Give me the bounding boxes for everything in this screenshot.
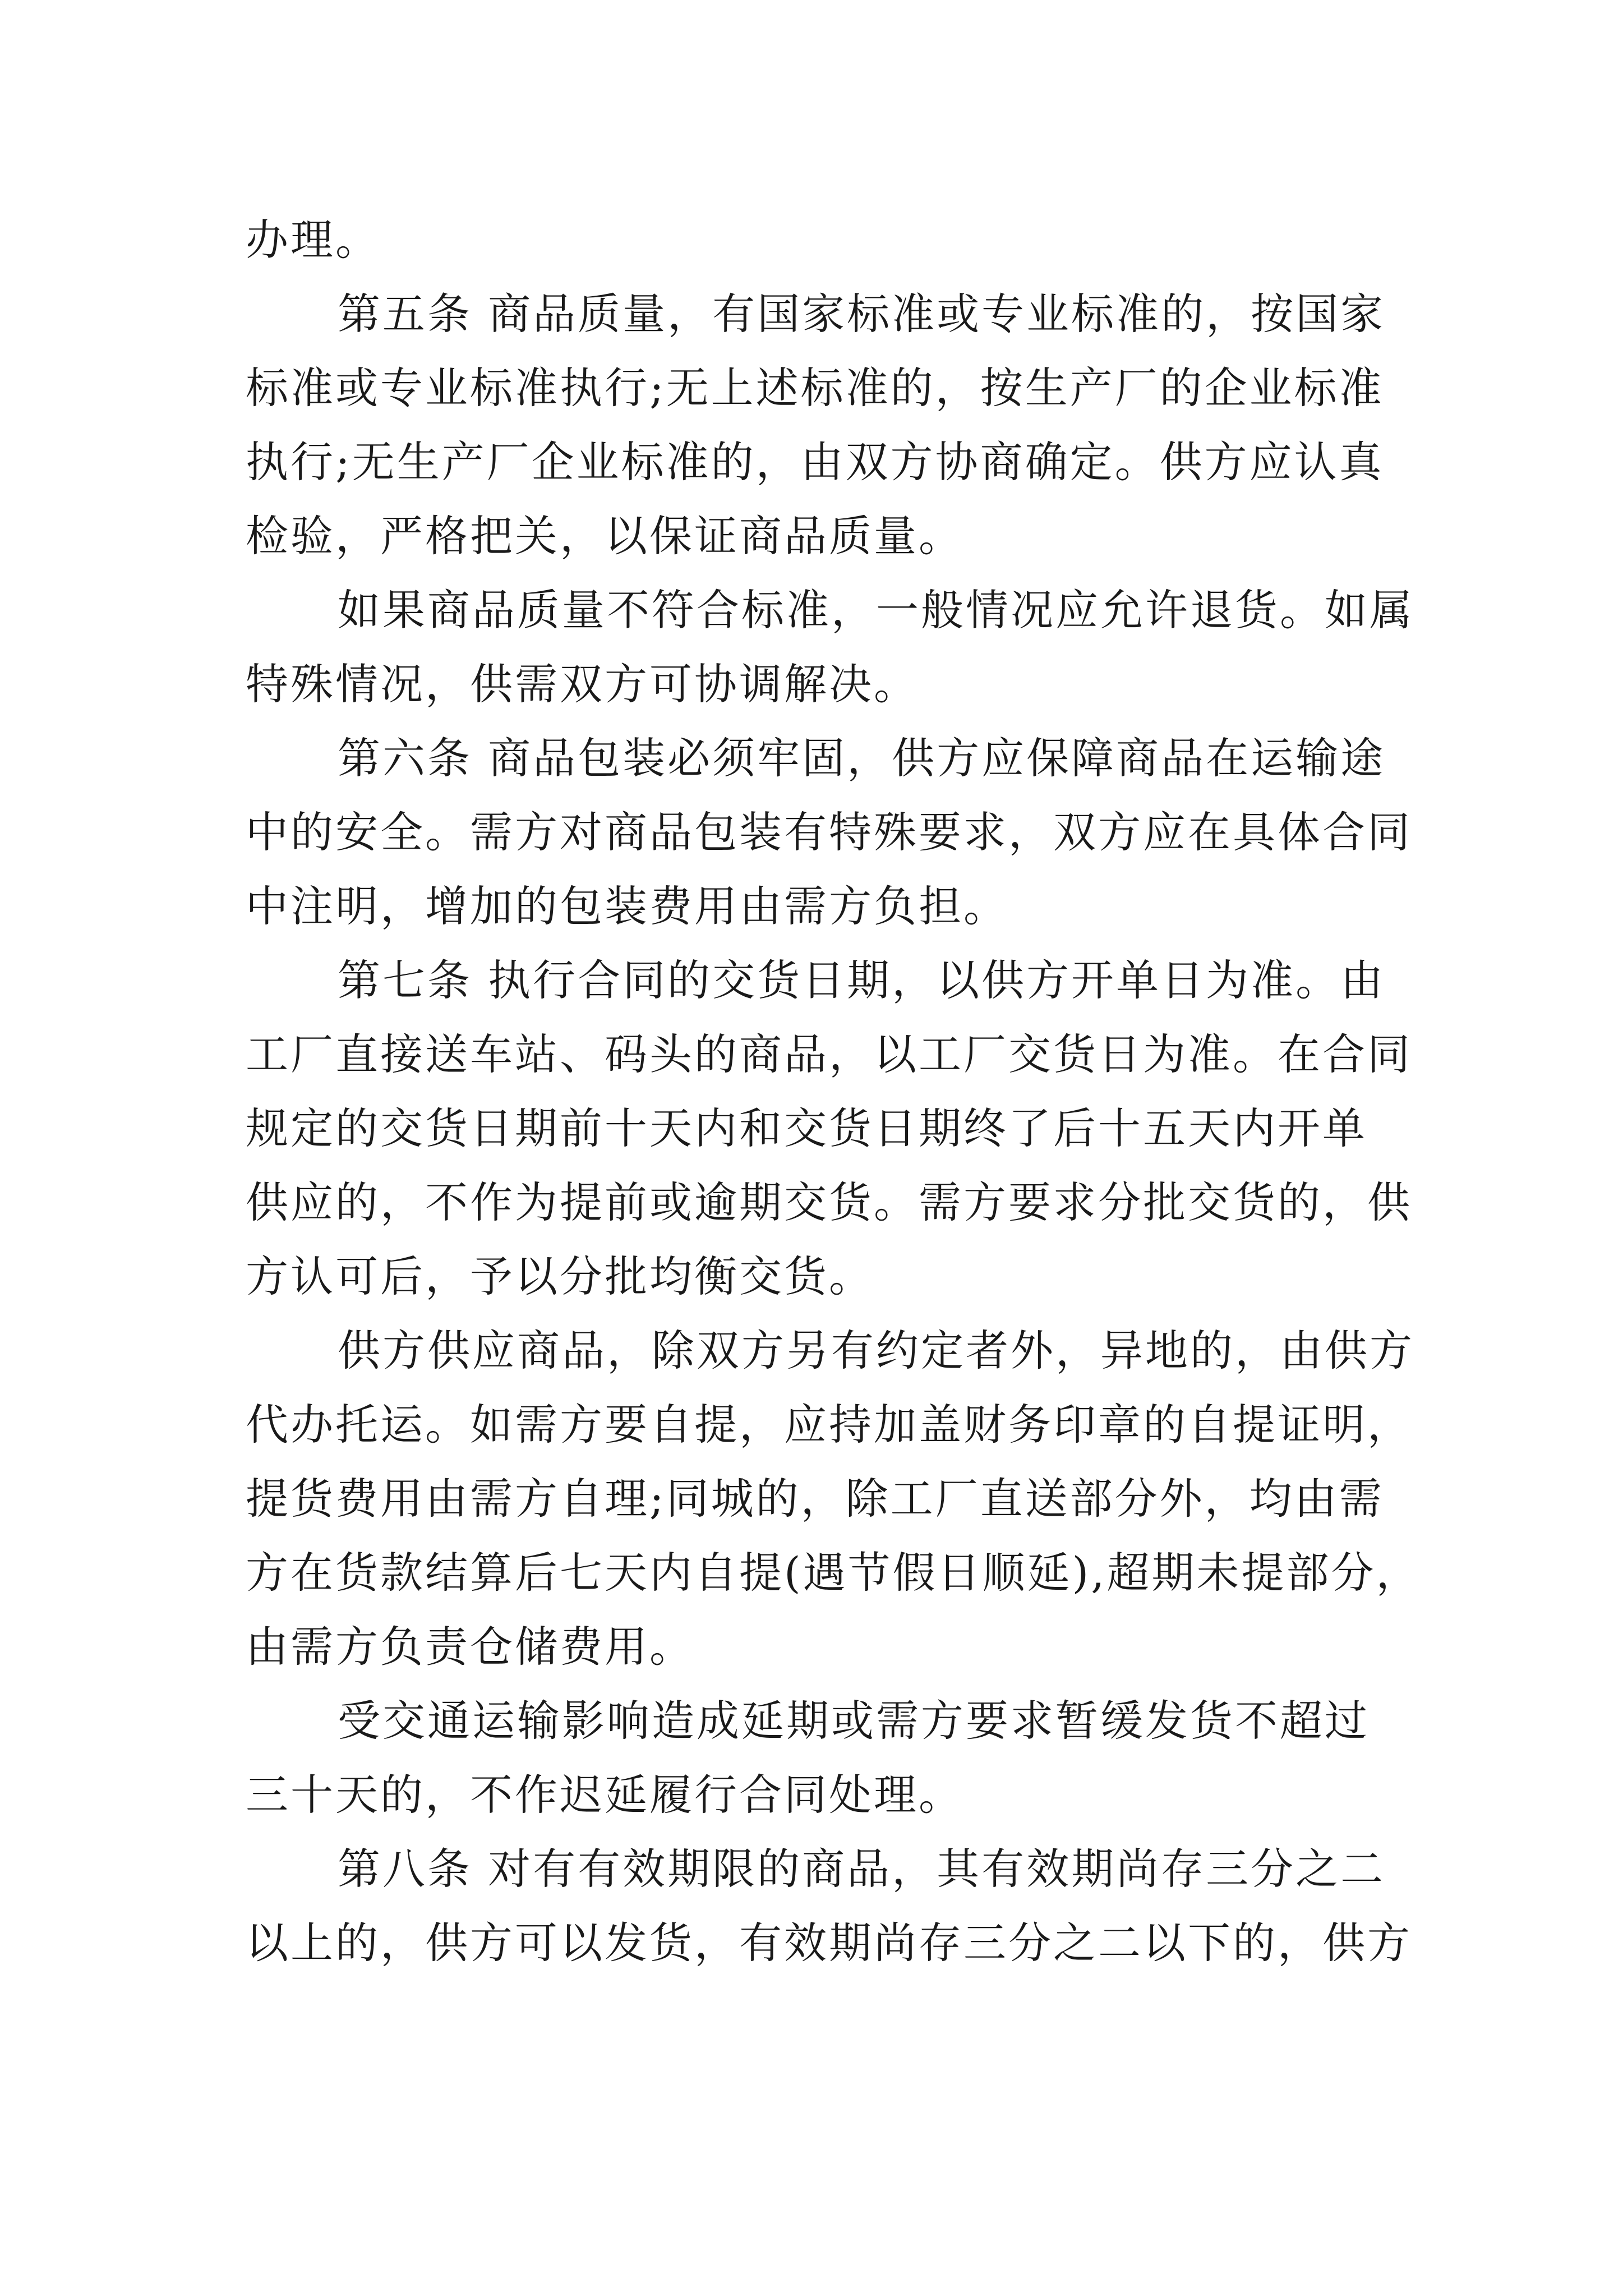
text-line: 第七条 执行合同的交货日期，以供方开单日为准。由 xyxy=(338,955,1386,1005)
text-line: 第八条 对有有效期限的商品，其有效期尚存三分之二 xyxy=(338,1844,1386,1894)
text-line: 第六条 商品包装必须牢固，供方应保障商品在运输途 xyxy=(338,733,1386,783)
text-line: 以上的，供方可以发货，有效期尚存三分之二以下的，供方 xyxy=(246,1918,1412,1968)
text-line: 由需方负责仓储费用。 xyxy=(246,1622,694,1672)
text-line: 如果商品质量不符合标准，一般情况应允许退货。如属 xyxy=(338,585,1414,635)
text-line: 办理。 xyxy=(246,215,380,265)
text-line: 第五条 商品质量，有国家标准或专业标准的，按国家 xyxy=(338,289,1386,339)
document-body xyxy=(246,203,1421,1980)
text-line: 规定的交货日期前十天内和交货日期终了后十五天内开单 xyxy=(246,1103,1367,1153)
text-line: 中注明，增加的包装费用由需方负担。 xyxy=(246,881,1008,931)
text-line: 方在货款结算后七天内自提(遇节假日顺延),超期未提部分， xyxy=(246,1548,1421,1598)
text-line: 方认可后，予以分批均衡交货。 xyxy=(246,1251,874,1301)
text-line: 三十天的，不作迟延履行合同处理。 xyxy=(246,1770,963,1820)
text-line: 代办托运。如需方要自提，应持加盖财务印章的自提证明， xyxy=(246,1400,1412,1450)
text-line: 执行;无生产厂企业标准的，由双方协商确定。供方应认真 xyxy=(246,437,1384,487)
text-line: 受交通运输影响造成延期或需方要求暂缓发货不超过 xyxy=(338,1696,1370,1746)
text-line: 标准或专业标准执行;无上述标准的，按生产厂的企业标准 xyxy=(246,363,1384,413)
text-line: 特殊情况，供需双方可协调解决。 xyxy=(246,659,919,709)
text-line: 提货费用由需方自理;同城的，除工厂直送部分外，均由需 xyxy=(246,1474,1384,1524)
text-line: 供方供应商品，除双方另有约定者外，异地的，由供方 xyxy=(338,1326,1414,1375)
text-line: 工厂直接送车站、码头的商品，以工厂交货日为准。在合同 xyxy=(246,1029,1412,1079)
text-line: 供应的，不作为提前或逾期交货。需方要求分批交货的，供 xyxy=(246,1177,1412,1227)
text-line: 中的安全。需方对商品包装有特殊要求，双方应在具体合同 xyxy=(246,807,1412,857)
text-line: 检验，严格把关，以保证商品质量。 xyxy=(246,511,963,561)
